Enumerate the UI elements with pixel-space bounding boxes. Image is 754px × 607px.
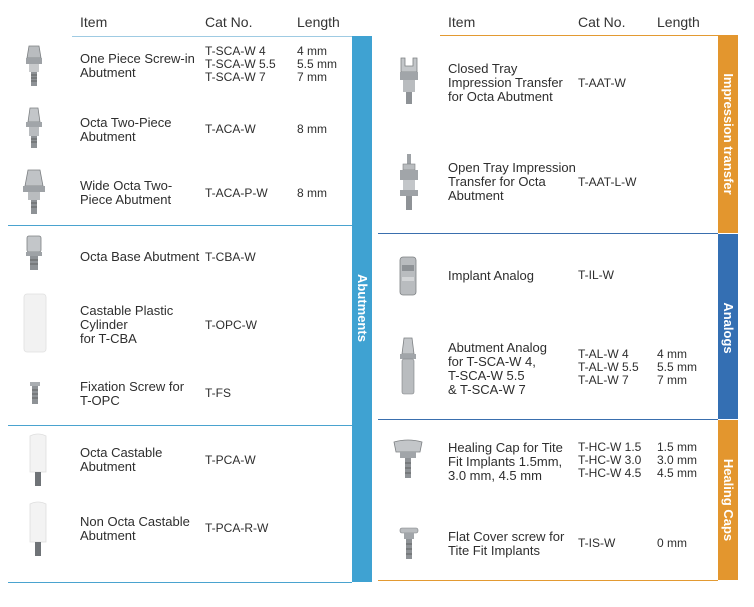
left-row-cat: T-OPC-W bbox=[205, 318, 257, 332]
left-row-length: 8 mm bbox=[297, 122, 327, 136]
right-row-item: Implant Analog bbox=[448, 268, 535, 283]
right-section-divider bbox=[378, 419, 718, 420]
wide-abutment-icon bbox=[20, 168, 48, 218]
plastic-cylinder-icon bbox=[20, 292, 50, 356]
right-row-cat: T-AAT-L-W bbox=[578, 175, 637, 189]
left-row-item: Octa Castable Abutment bbox=[80, 445, 163, 474]
right-row-item: Closed Tray Impression Transfer for Octa Abutment bbox=[448, 61, 563, 104]
left-row-cat: T-PCA-R-W bbox=[205, 521, 269, 535]
closed-tray-transfer-icon bbox=[395, 56, 423, 108]
castable-abutment-icon bbox=[24, 432, 52, 488]
left-header-cat: Cat No. bbox=[205, 14, 253, 30]
left-row-cat: T-ACA-W bbox=[205, 122, 256, 136]
left-row-cat: T-CBA-W bbox=[205, 250, 256, 264]
left-section-divider bbox=[8, 225, 352, 226]
impression-transfer-band-label: Impression transfer bbox=[721, 73, 736, 195]
left-section-divider bbox=[8, 425, 352, 426]
left-row-item: Non Octa Castable Abutment bbox=[80, 514, 190, 543]
cover-screw-icon bbox=[398, 526, 420, 562]
right-row-cat: T-AL-W 4 T-AL-W 5.5 T-AL-W 7 bbox=[578, 347, 639, 387]
left-row-cat: T-FS bbox=[205, 386, 231, 400]
right-row-item: Flat Cover screw for Tite Fit Implants bbox=[448, 529, 565, 558]
right-section-divider bbox=[378, 233, 718, 234]
left-row-item: Octa Two-Piece Abutment bbox=[80, 115, 172, 144]
left-row-cat: T-ACA-P-W bbox=[205, 186, 268, 200]
left-row-item: One Piece Screw-in Abutment bbox=[80, 51, 195, 80]
right-row-length: 1.5 mm 3.0 mm 4.5 mm bbox=[657, 440, 698, 480]
right-row-item: Healing Cap for Tite Fit Implants 1.5mm, 3.0 mm, 4.5 mm bbox=[448, 440, 563, 483]
left-row-item: Octa Base Abutment bbox=[80, 249, 200, 264]
base-abutment-icon bbox=[24, 234, 44, 274]
right-header-item: Item bbox=[448, 14, 476, 30]
two-piece-abutment-icon bbox=[22, 106, 46, 152]
right-bottom-rule bbox=[378, 580, 718, 581]
left-row-cat: T-PCA-W bbox=[205, 453, 256, 467]
open-tray-transfer-icon bbox=[395, 152, 423, 214]
right-row-item: Abutment Analog for T-SCA-W 4, T-SCA-W 5.5 & T-SCA-W 7 bbox=[448, 340, 548, 397]
left-row-item: Castable Plastic Cylinder for T-CBA bbox=[80, 303, 174, 346]
left-header-item: Item bbox=[80, 14, 108, 30]
left-header-length: Length bbox=[297, 14, 340, 30]
right-row-cat: T-IS-W bbox=[578, 536, 616, 550]
left-row-item: Fixation Screw for T-OPC bbox=[80, 379, 185, 408]
healing-caps-band-label: Healing Caps bbox=[721, 458, 736, 542]
abutment-analog-icon bbox=[396, 336, 420, 398]
screw-in-abutment-icon bbox=[22, 44, 46, 90]
fixation-screw-icon bbox=[28, 380, 42, 406]
left-row-length: 8 mm bbox=[297, 186, 327, 200]
left-header-rule bbox=[72, 36, 352, 37]
right-row-cat: T-IL-W bbox=[578, 268, 614, 282]
right-header-rule bbox=[440, 35, 718, 36]
analogs-band-label: Analogs bbox=[721, 302, 736, 354]
right-header-cat: Cat No. bbox=[578, 14, 626, 30]
left-row-cat: T-SCA-W 4 T-SCA-W 5.5 T-SCA-W 7 bbox=[205, 44, 276, 84]
abutments-band-label: Abutments bbox=[355, 274, 370, 342]
right-row-item: Open Tray Impression Transfer for Octa Abutment bbox=[448, 160, 576, 203]
healing-cap-icon bbox=[390, 438, 426, 482]
non-octa-castable-icon bbox=[24, 500, 52, 558]
left-bottom-rule bbox=[8, 582, 352, 583]
right-row-cat: T-HC-W 1.5 T-HC-W 3.0 T-HC-W 4.5 bbox=[578, 440, 642, 480]
right-header-length: Length bbox=[657, 14, 700, 30]
right-row-length: 4 mm 5.5 mm 7 mm bbox=[657, 347, 698, 387]
left-row-length: 4 mm 5.5 mm 7 mm bbox=[297, 44, 338, 84]
left-row-item: Wide Octa Two- Piece Abutment bbox=[80, 178, 173, 207]
implant-analog-icon bbox=[396, 255, 420, 299]
right-row-cat: T-AAT-W bbox=[578, 76, 626, 90]
right-row-length: 0 mm bbox=[657, 536, 687, 550]
